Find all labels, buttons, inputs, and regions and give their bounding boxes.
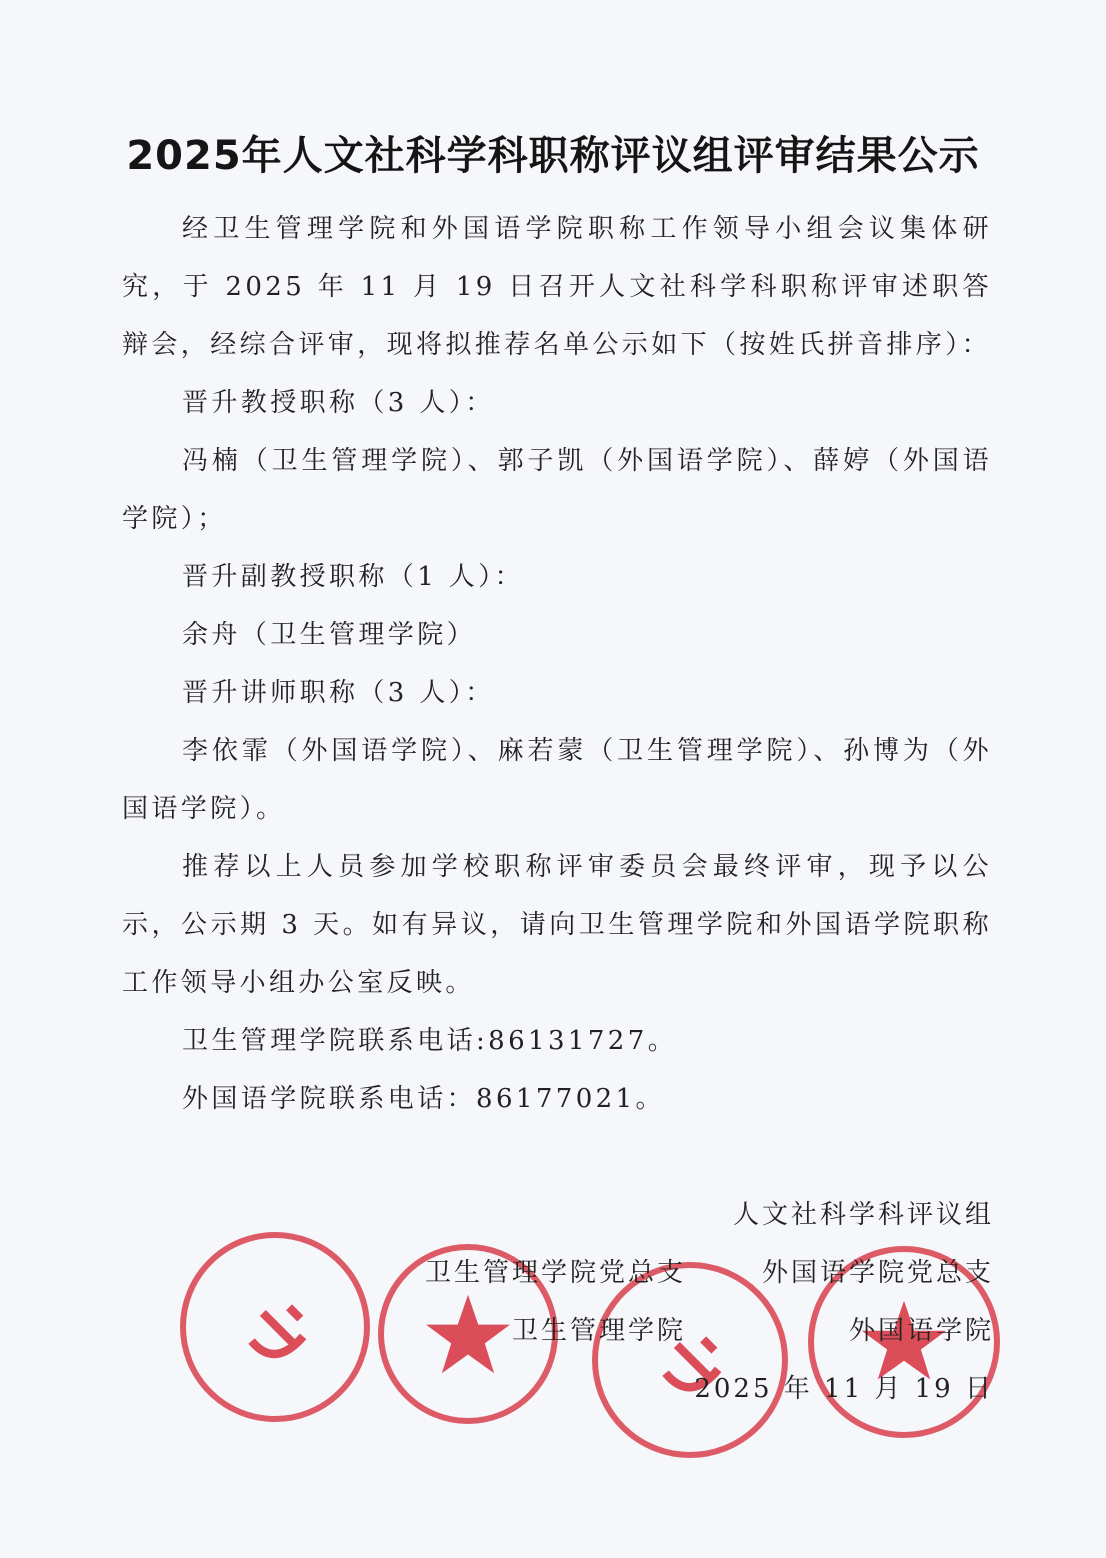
professor-names: 冯楠（卫生管理学院）、郭子凯（外国语学院）、薛婷（外国语学院）； xyxy=(122,446,992,534)
phone-health-management: 卫生管理学院联系电话:86131727。 xyxy=(182,1026,678,1056)
signature-date: 2025 年 11 月 19 日 xyxy=(694,1374,994,1404)
document-body xyxy=(122,200,992,1128)
professor-heading: 晋升教授职称（3 人）： xyxy=(182,388,495,418)
signature-branch-health: 卫生管理学院党总支 xyxy=(424,1258,686,1288)
closing-paragraph: 推荐以上人员参加学校职称评审委员会最终评审，现予以公示，公示期 3 天。如有异议，请向卫生管理学院和外国语学院职称工作领导小组办公室反映。 xyxy=(122,852,992,998)
signature-college-foreign: 外国语学院 xyxy=(848,1316,994,1346)
lecturer-names: 李依霏（外国语学院）、麻若蒙（卫生管理学院）、孙博为（外国语学院）。 xyxy=(122,736,992,824)
signature-college-health: 卫生管理学院 xyxy=(511,1316,686,1346)
signature-branch-foreign: 外国语学院党总支 xyxy=(761,1258,994,1288)
associate-professor-names: 余舟（卫生管理学院） xyxy=(182,620,477,650)
party-seal-health-management xyxy=(180,1232,370,1422)
lecturer-heading: 晋升讲师职称（3 人）： xyxy=(182,678,495,708)
phone-foreign-languages: 外国语学院联系电话：86177021。 xyxy=(182,1084,665,1114)
hammer-sickle-icon xyxy=(186,1238,364,1416)
associate-professor-heading: 晋升副教授职称（1 人）： xyxy=(182,562,525,592)
document-title: 2025年人文社科学科职称评议组评审结果公示 xyxy=(126,133,980,179)
intro-paragraph: 经卫生管理学院和外国语学院职称工作领导小组会议集体研究，于 2025 年 11 月 19 日召开人文社科学科职称评审述职答辩会，经综合评审，现将拟推荐名单公示如下（按姓氏拼音排序）： xyxy=(122,214,992,360)
signature-group: 人文社科学科评议组 xyxy=(732,1200,994,1230)
